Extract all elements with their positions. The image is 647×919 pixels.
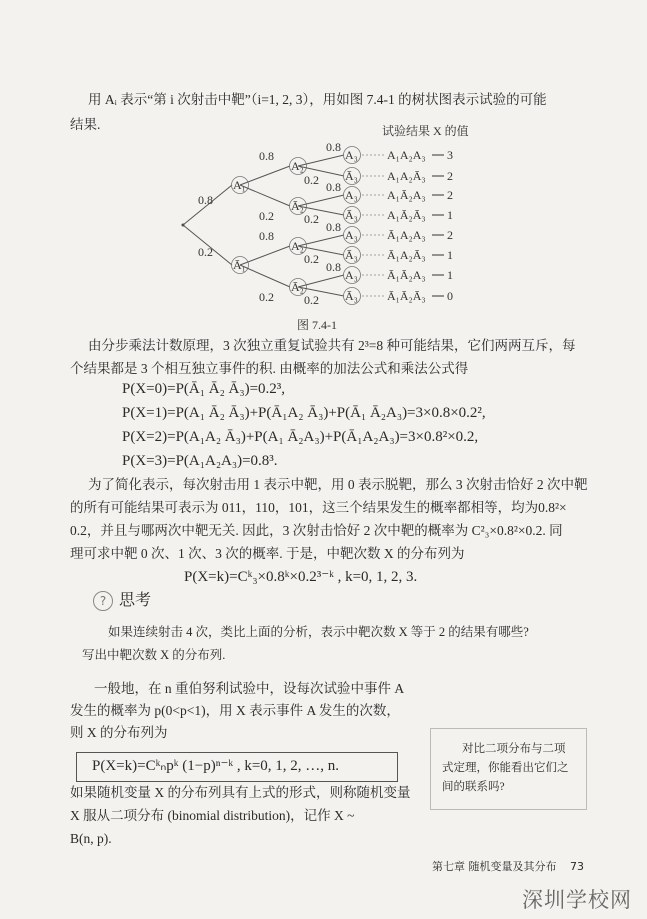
para3-line-2: 发生的概率为 p(0<p<1)，用 X 表示事件 A 发生的次数，: [70, 703, 400, 718]
branch-probability: 0.8: [326, 260, 341, 274]
para2-line-4: 理可求中靶 0 次、1 次、3 次的概率. 于是，中靶次数 X 的分布列为: [70, 546, 465, 561]
tree-header: 试验结果 X 的值: [382, 124, 469, 138]
think-title: 思考: [119, 590, 152, 609]
tree-node-label: A₃: [345, 268, 358, 282]
formula-x0: P(X=0)=P(Ā₁ Ā₂ Ā₃)=0.2³,: [122, 381, 286, 397]
page-footer: [432, 858, 584, 874]
chapter-title: 第七章 随机变量及其分布: [432, 860, 557, 873]
tree-branch: [240, 265, 290, 287]
tree-node-label: A₁: [233, 178, 246, 192]
tree-node-label: Ā₃: [345, 248, 358, 262]
tree-node-label: Ā₃: [345, 169, 358, 183]
outcome-label: Ā₁A₂A₃: [387, 228, 426, 242]
para4-line-2: X 服从二项分布 (binomial distribution)，记作 X ~: [70, 808, 355, 823]
tree-node-label: Ā₁: [233, 258, 246, 272]
sidenote-line-2: 式定理，你能看出它们之: [442, 762, 569, 774]
outcome-label: A₁A₂A₃: [387, 148, 426, 162]
tree-branch: [240, 185, 290, 206]
watermark: 深圳学校网: [522, 888, 632, 912]
intro-line-1: 用 Aᵢ 表示“第 i 次射击中靶”（i=1, 2, 3），用如图 7.4-1 的树状图表示试验的可能: [88, 92, 547, 107]
outcome-label: A₁Ā₂Ā₃: [387, 208, 426, 222]
tree-node-label: Ā₂: [291, 199, 304, 213]
tree-branch: [240, 166, 290, 185]
branch-probability: 0.2: [198, 245, 213, 259]
question-circle-icon: ?: [93, 591, 113, 611]
branch-probability: 0.8: [198, 193, 213, 207]
branch-probability: 0.2: [259, 290, 274, 304]
tree-node-label: A₂: [291, 239, 304, 253]
formula-x3: P(X=3)=P(A₁A₂A₃)=0.8³.: [122, 453, 278, 469]
x-value: 2: [447, 169, 453, 183]
branch-probability: 0.8: [259, 149, 274, 163]
tree-node-label: Ā₂: [291, 280, 304, 294]
para1-line-1: 由分步乘法计数原理，3 次独立重复试验共有 2³=8 种可能结果，它们两两互斥，每: [88, 338, 576, 353]
tree-branch: [240, 246, 290, 265]
think-line-1: 如果连续射击 4 次，类比上面的分析，表示中靶次数 X 等于 2 的结果有哪些?: [108, 625, 529, 639]
tree-node-label: A₂: [291, 159, 304, 173]
sidenote-line-1: 对比二项分布与二项: [462, 743, 566, 755]
outcome-label: A₁A₂Ā₃: [387, 169, 426, 183]
branch-probability: 0.2: [304, 293, 319, 307]
x-value: 1: [447, 208, 453, 222]
branch-probability: 0.2: [304, 173, 319, 187]
x-value: 2: [447, 188, 453, 202]
branch-probability: 0.8: [326, 140, 341, 154]
tree-node-label: A₃: [345, 188, 358, 202]
x-value: 1: [447, 268, 453, 282]
tree-branch: [298, 275, 344, 287]
tree-node-label: Ā₃: [345, 289, 358, 303]
para3-line-3: 则 X 的分布列为: [70, 725, 168, 740]
branch-probability: 0.2: [259, 209, 274, 223]
binomial-formula: P(X=k)=Cᵏₙpᵏ (1−p)ⁿ⁻ᵏ , k=0, 1, 2, …, n.: [92, 758, 340, 774]
x-value: 2: [447, 228, 453, 242]
formula-x1: P(X=1)=P(A₁ Ā₂ Ā₃)+P(Ā₁A₂ Ā₃)+P(Ā₁ Ā₂A₃)=3×0.8×0.2²,: [122, 405, 486, 421]
distribution-formula: P(X=k)=Cᵏ₃×0.8ᵏ×0.2³⁻ᵏ , k=0, 1, 2, 3.: [184, 569, 418, 585]
outcome-label: Ā₁Ā₂Ā₃: [387, 289, 426, 303]
tree-node-label: Ā₃: [345, 208, 358, 222]
branch-probability: 0.8: [259, 229, 274, 243]
branch-probability: 0.8: [326, 220, 341, 234]
sidenote-line-3: 间的联系吗?: [442, 781, 505, 793]
formula-x2: P(X=2)=P(A₁A₂ Ā₃)+P(A₁ Ā₂A₃)+P(Ā₁A₂A₃)=3×0.8²×0.2,: [122, 429, 479, 445]
x-value: 1: [447, 248, 453, 262]
think-line-2: 写出中靶次数 X 的分布列.: [82, 648, 226, 662]
page-number: 73: [570, 860, 584, 873]
para4-line-3: B(n, p).: [70, 831, 112, 846]
tree-node-label: A₃: [345, 148, 358, 162]
intro-line-2: 结果.: [70, 117, 101, 132]
para3-line-1: 一般地，在 n 重伯努利试验中，设每次试验中事件 A: [94, 681, 405, 696]
figure-caption: 图 7.4-1: [297, 318, 337, 332]
para2-line-3: 0.2，并且与哪两次中靶无关. 因此，3 次射击恰好 2 次中靶的概率为 C²₃×0.8²×0.2. 同: [70, 523, 563, 538]
para2-line-1: 为了简化表示，每次射击用 1 表示中靶，用 0 表示脱靶，那么 3 次射击恰好 2 次中靶: [88, 477, 588, 492]
para1-line-2: 个结果都是 3 个相互独立事件的积. 由概率的加法公式和乘法公式得: [70, 361, 469, 376]
outcome-label: A₁Ā₂A₃: [387, 188, 426, 202]
x-value: 0: [447, 289, 453, 303]
branch-probability: 0.8: [326, 180, 341, 194]
outcome-label: Ā₁A₂Ā₃: [387, 248, 426, 262]
tree-diagram: [0, 0, 647, 332]
branch-probability: 0.2: [304, 252, 319, 266]
outcome-label: Ā₁Ā₂A₃: [387, 268, 426, 282]
branch-probability: 0.2: [304, 212, 319, 226]
para2-line-2: 的所有可能结果可表示为 011，110，101，这三个结果发生的概率都相等，均为0.8²×: [70, 500, 567, 515]
para4-line-1: 如果随机变量 X 的分布列具有上式的形式，则称随机变量: [70, 785, 411, 800]
tree-node-label: A₃: [345, 228, 358, 242]
x-value: 3: [447, 148, 453, 162]
